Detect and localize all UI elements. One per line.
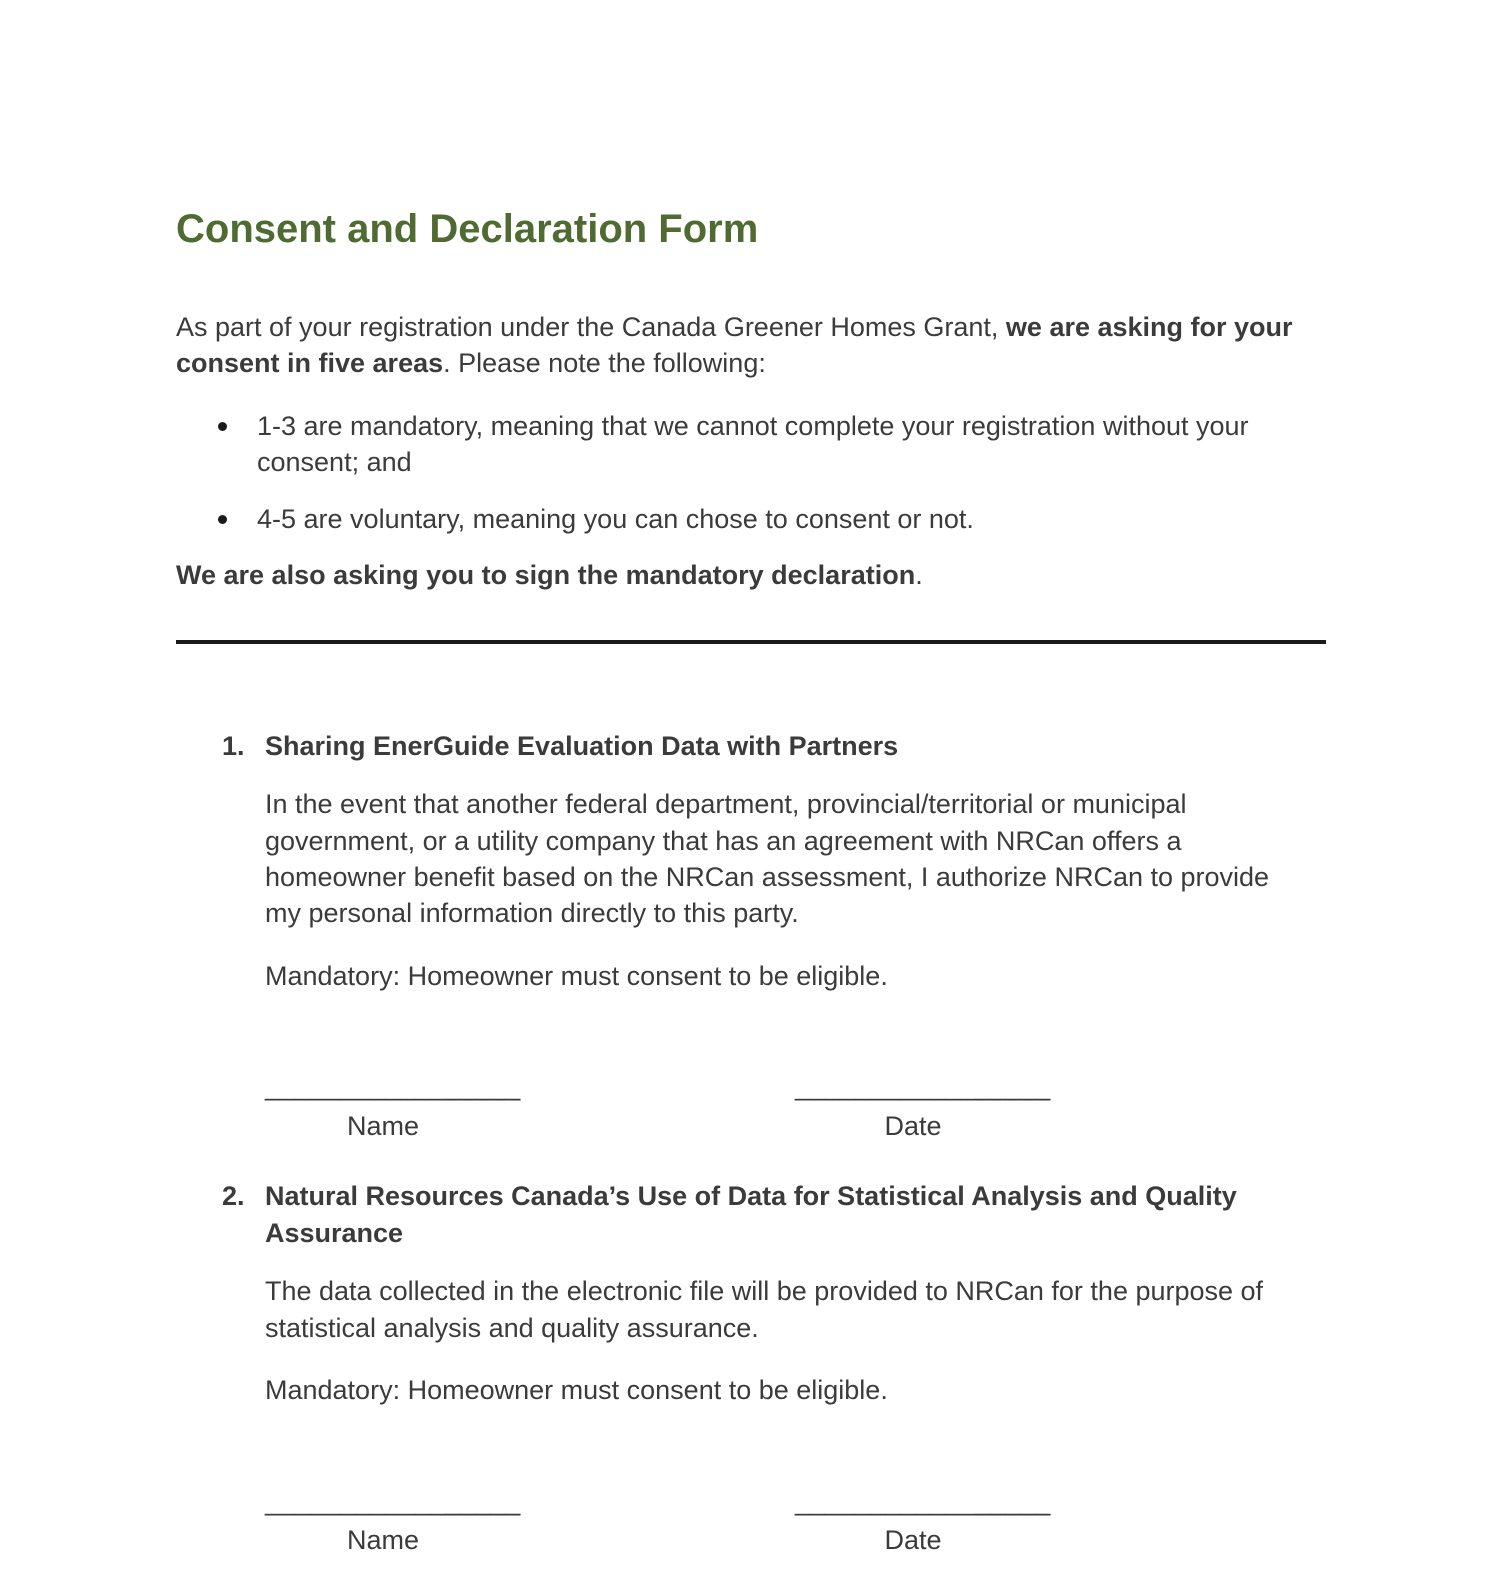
bullet-icon [218,422,227,431]
section-heading-text: Sharing EnerGuide Evaluation Data with Partners [265,730,899,761]
name-signature-line[interactable]: _________________ [265,1071,521,1102]
signature-date-block [795,1071,1051,1144]
signature-name-block [265,1485,521,1559]
date-signature-line[interactable]: _________________ [795,1071,1051,1102]
date-label: Date [884,1110,942,1141]
bullet-text-voluntary: 4-5 are voluntary, meaning you can chose to consent or not. [257,503,974,534]
section-sharing-energuide-data [222,728,1326,1145]
list-item [176,501,1326,537]
signature-name-block [265,1071,521,1144]
mandatory-note: Mandatory: Homeowner must consent to be eligible. [265,960,888,991]
declaration-bold-text: We are also asking you to sign the mandatory declaration [176,560,916,591]
intro-text-bold: we are asking for your consent in five areas [176,312,1293,379]
date-signature-line[interactable]: _________________ [795,1485,1051,1516]
page-title: Consent and Declaration Form [176,207,759,251]
signature-row [265,1072,1326,1144]
list-item [176,408,1326,481]
bullet-text-mandatory: 1-3 are mandatory, meaning that we cannot complete your registration without your consent; and [257,410,1249,478]
name-label: Name [346,1110,420,1141]
signature-date-block [795,1485,1051,1559]
declaration-tail: . [915,560,923,591]
intro-text-tail: . Please note the following: [443,348,766,379]
mandatory-note: Mandatory: Homeowner must consent to be eligible. [265,1375,888,1406]
section-heading [222,1178,1326,1251]
name-label: Name [346,1525,420,1556]
section-nrcan-data-use [222,1178,1326,1558]
section-number: 1. [222,730,245,761]
date-label: Date [884,1525,942,1556]
bullet-icon [218,515,227,524]
name-signature-line[interactable]: _________________ [265,1485,521,1516]
intro-paragraph [176,309,1326,382]
section-number: 2. [222,1181,245,1212]
section-body-text: The data collected in the electronic file will be provided to NRCan for the purpose of statistical analysis and quality assurance. [265,1276,1264,1343]
document-content [176,205,1326,1593]
signature-row [265,1487,1326,1559]
intro-text-normal: As part of your registration under the Canada Greener Homes Grant, [176,312,1006,342]
declaration-statement [176,557,1326,593]
section-heading [222,728,1326,764]
section-body-text: In the event that another federal department, provincial/territorial or municipal government, or a utility company that has an agreement with NRCan offers a homeowner benefit based on the NRCan assessment, I authorize NRCan to provide my personal information directly to this party. [265,789,1270,929]
bullet-list [176,408,1326,537]
section-divider [176,640,1326,644]
section-heading-text: Natural Resources Canada’s Use of Data for Statistical Analysis and Quality Assurance [265,1181,1237,1248]
